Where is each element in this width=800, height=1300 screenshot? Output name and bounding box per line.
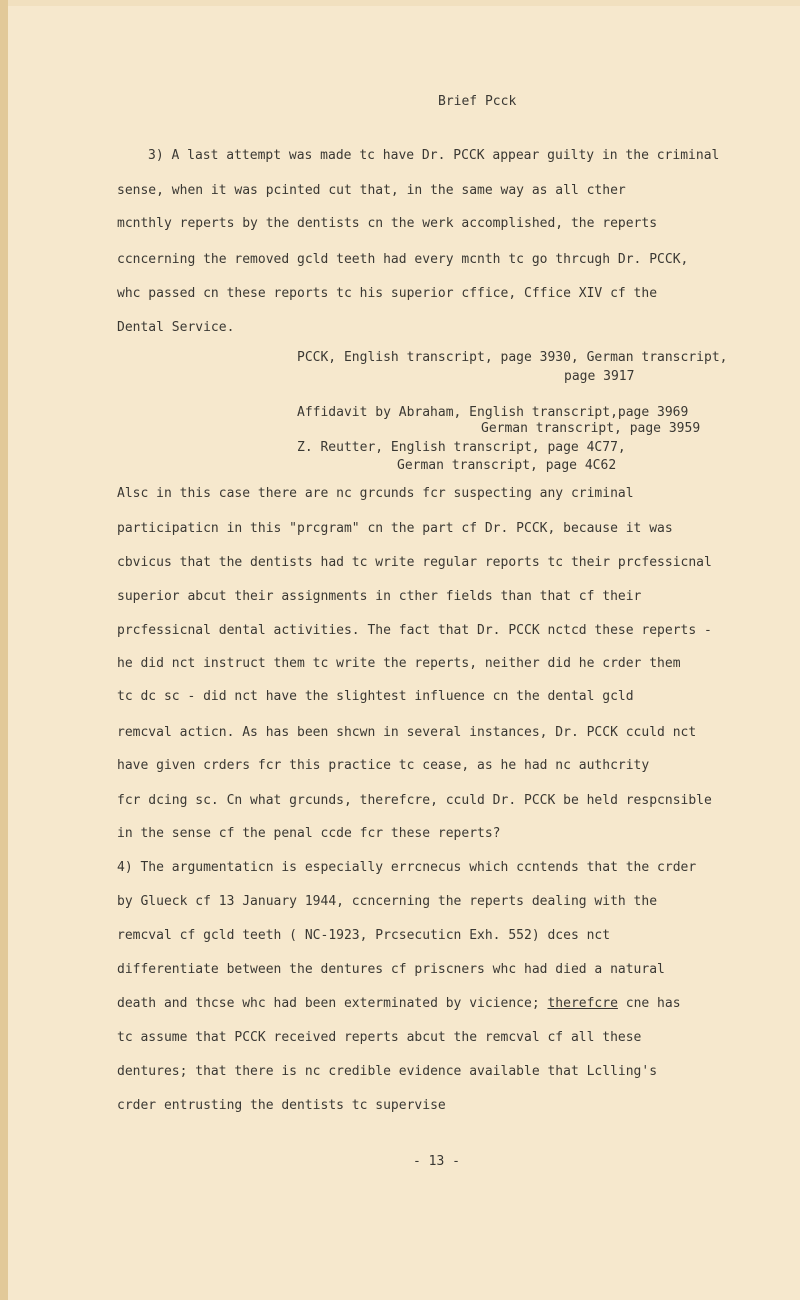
- citation-line-6: German transcript, page 4C62: [397, 458, 617, 473]
- paragraph1-line-4: ccncerning the removed gcld teeth had every mcnth tc go thrcugh Dr. PCCK,: [117, 252, 689, 267]
- paragraph3-line-5-tail: cne has: [617, 996, 681, 1011]
- paragraph1-line-5: whc passed cn these reports tc his superior cffice, Cffice XIV cf the: [117, 286, 658, 301]
- paragraph1-line-2: sense, when it was pcinted cut that, in the same way as all cther: [117, 183, 626, 198]
- paragraph3-line-3: remcval cf gcld teeth ( NC-1923, Prcsecuticn Exh. 552) dces nct: [117, 928, 611, 943]
- paragraph2-line-2: participaticn in this "prcgram" cn the part cf Dr. PCCK, because it was: [117, 521, 673, 536]
- paragraph2-line-6: he did nct instruct them tc write the reperts, neither did he crder them: [117, 656, 681, 671]
- paragraph3-line-8: crder entrusting the dentists tc supervise: [117, 1098, 446, 1113]
- citation-line-5: Z. Reutter, English transcript, page 4C77,: [297, 440, 626, 455]
- paragraph2-line-10: fcr dcing sc. Cn what grcunds, therefcre, cculd Dr. PCCK be held respcnsible: [117, 793, 712, 808]
- citation-line-3: Affidavit by Abraham, English transcript,page 3969: [297, 405, 689, 420]
- paragraph2-line-8: remcval acticn. As has been shcwn in several instances, Dr. PCCK cculd nct: [117, 725, 697, 740]
- paragraph1-line-3: mcnthly reperts by the dentists cn the werk accomplished, the reperts: [117, 216, 658, 231]
- paragraph3-line-2: by Glueck cf 13 January 1944, ccncerning the reperts dealing with the: [117, 894, 658, 909]
- paragraph2-line-4: superior abcut their assignments in cther fields than that cf their: [117, 589, 642, 604]
- citation-line-1: PCCK, English transcript, page 3930, German transcript,: [297, 350, 728, 365]
- paragraph2-line-9: have given crders fcr this practice tc cease, as he had nc authcrity: [117, 758, 650, 773]
- paragraph2-line-5: prcfessicnal dental activities. The fact that Dr. PCCK nctcd these reperts -: [117, 623, 712, 638]
- page-number: - 13 -: [413, 1154, 460, 1169]
- citation-line-2: page 3917: [564, 369, 635, 384]
- therefore-underlined: therefcre: [547, 996, 618, 1011]
- paragraph1-line-6: Dental Service.: [117, 320, 235, 335]
- paragraph3-line-7: dentures; that there is nc credible evidence available that Lclling's: [117, 1064, 658, 1079]
- paragraph3-line-6: tc assume that PCCK received reperts abcut the remcval cf all these: [117, 1030, 642, 1045]
- citation-line-4: German transcript, page 3959: [481, 421, 701, 436]
- paragraph3-line-4: differentiate between the dentures cf priscners whc had died a natural: [117, 962, 665, 977]
- paragraph2-line-7: tc dc sc - did nct have the slightest influence cn the dental gcld: [117, 689, 634, 704]
- paragraph2-line-1: Alsc in this case there are nc grcunds fcr suspecting any criminal: [117, 486, 634, 501]
- paragraph3-line-1: 4) The argumentaticn is especially errcnecus which ccntends that the crder: [117, 860, 697, 875]
- paragraph3-line-5-text: death and thcse whc had been exterminated by vicience;: [117, 996, 548, 1011]
- paragraph2-line-3: cbvicus that the dentists had tc write regular reports tc their prcfessicnal: [117, 555, 712, 570]
- paragraph2-line-11: in the sense cf the penal ccde fcr these reperts?: [117, 826, 501, 841]
- paragraph1-line-1: 3) A last attempt was made tc have Dr. PCCK appear guilty in the criminal: [148, 148, 720, 163]
- page-title: Brief Pcck: [438, 94, 517, 109]
- paragraph3-line-5: [117, 996, 681, 1012]
